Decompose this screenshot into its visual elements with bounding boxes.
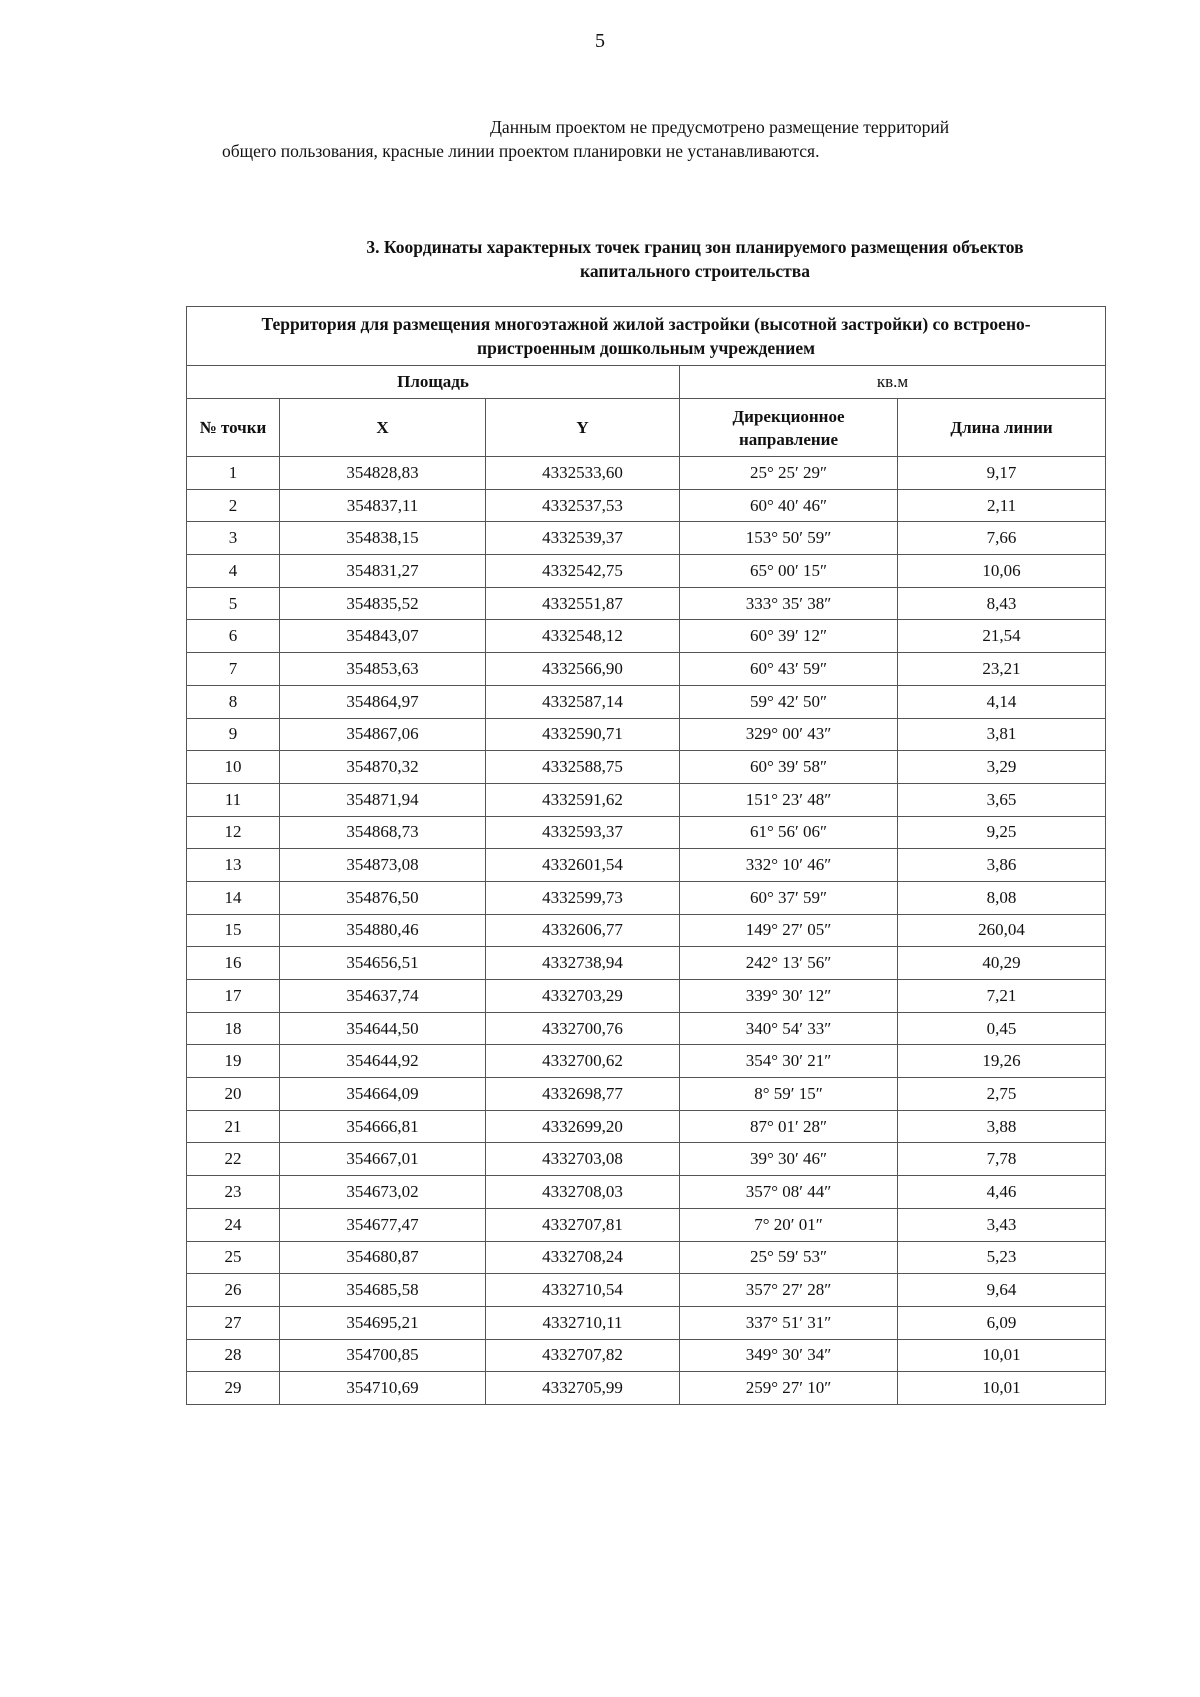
area-row [187,366,1106,399]
cell-y: 4332703,08 [486,1143,680,1176]
table-row [187,914,1106,947]
cell-point: 22 [187,1143,280,1176]
cell-x: 354853,63 [280,653,486,686]
cell-x: 354835,52 [280,587,486,620]
cell-point: 19 [187,1045,280,1078]
cell-x: 354680,87 [280,1241,486,1274]
cell-length: 7,66 [898,522,1106,555]
cell-point: 18 [187,1012,280,1045]
cell-length: 10,06 [898,555,1106,588]
cell-length: 5,23 [898,1241,1106,1274]
cell-direction: 242° 13′ 56″ [680,947,898,980]
cell-direction: 7° 20′ 01″ [680,1208,898,1241]
section-title [290,235,1100,283]
table-row [187,1306,1106,1339]
cell-x: 354666,81 [280,1110,486,1143]
cell-y: 4332537,53 [486,489,680,522]
header-y: Y [486,399,680,457]
cell-x: 354710,69 [280,1372,486,1405]
cell-length: 8,08 [898,881,1106,914]
cell-y: 4332700,76 [486,1012,680,1045]
table-row [187,1078,1106,1111]
cell-point: 27 [187,1306,280,1339]
table-row [187,457,1106,490]
table-row [187,685,1106,718]
cell-y: 4332593,37 [486,816,680,849]
cell-point: 25 [187,1241,280,1274]
cell-length: 19,26 [898,1045,1106,1078]
table-title-line-2: пристроенным дошкольным учреждением [477,338,816,358]
section-title-line-2: капитального строительства [580,261,810,281]
cell-y: 4332699,20 [486,1110,680,1143]
table-row [187,1110,1106,1143]
cell-point: 1 [187,457,280,490]
table-row [187,1012,1106,1045]
table-row [187,980,1106,1013]
cell-x: 354843,07 [280,620,486,653]
table-row [187,1143,1106,1176]
cell-length: 23,21 [898,653,1106,686]
table-row [187,947,1106,980]
table-row [187,1045,1106,1078]
table-row [187,653,1106,686]
cell-y: 4332588,75 [486,751,680,784]
cell-point: 5 [187,587,280,620]
cell-point: 8 [187,685,280,718]
table-row [187,620,1106,653]
cell-y: 4332707,81 [486,1208,680,1241]
coordinates-table-body [187,307,1106,1405]
cell-y: 4332551,87 [486,587,680,620]
cell-x: 354644,92 [280,1045,486,1078]
cell-y: 4332599,73 [486,881,680,914]
cell-point: 26 [187,1274,280,1307]
table-row [187,1208,1106,1241]
cell-direction: 333° 35′ 38″ [680,587,898,620]
cell-length: 3,65 [898,783,1106,816]
cell-length: 3,81 [898,718,1106,751]
cell-direction: 332° 10′ 46″ [680,849,898,882]
cell-y: 4332710,11 [486,1306,680,1339]
table-row [187,849,1106,882]
cell-direction: 357° 08′ 44″ [680,1176,898,1209]
header-direction [680,399,898,457]
cell-x: 354700,85 [280,1339,486,1372]
cell-y: 4332606,77 [486,914,680,947]
cell-length: 9,25 [898,816,1106,849]
cell-length: 3,88 [898,1110,1106,1143]
cell-direction: 60° 40′ 46″ [680,489,898,522]
table-row [187,816,1106,849]
cell-x: 354868,73 [280,816,486,849]
cell-point: 13 [187,849,280,882]
cell-point: 6 [187,620,280,653]
cell-direction: 60° 39′ 58″ [680,751,898,784]
header-length: Длина линии [898,399,1106,457]
cell-y: 4332533,60 [486,457,680,490]
cell-direction: 354° 30′ 21″ [680,1045,898,1078]
cell-direction: 153° 50′ 59″ [680,522,898,555]
cell-length: 40,29 [898,947,1106,980]
cell-length: 0,45 [898,1012,1106,1045]
cell-x: 354637,74 [280,980,486,1013]
cell-direction: 8° 59′ 15″ [680,1078,898,1111]
cell-y: 4332710,54 [486,1274,680,1307]
cell-y: 4332587,14 [486,685,680,718]
cell-length: 7,78 [898,1143,1106,1176]
cell-length: 4,46 [898,1176,1106,1209]
table-row [187,1176,1106,1209]
cell-direction: 25° 59′ 53″ [680,1241,898,1274]
cell-x: 354870,32 [280,751,486,784]
cell-x: 354685,58 [280,1274,486,1307]
cell-x: 354664,09 [280,1078,486,1111]
cell-y: 4332708,24 [486,1241,680,1274]
cell-direction: 87° 01′ 28″ [680,1110,898,1143]
cell-length: 3,29 [898,751,1106,784]
cell-direction: 25° 25′ 29″ [680,457,898,490]
cell-y: 4332698,77 [486,1078,680,1111]
cell-direction: 60° 43′ 59″ [680,653,898,686]
table-row [187,555,1106,588]
header-x: X [280,399,486,457]
cell-x: 354873,08 [280,849,486,882]
cell-x: 354677,47 [280,1208,486,1241]
cell-x: 354871,94 [280,783,486,816]
table-row [187,1241,1106,1274]
cell-x: 354876,50 [280,881,486,914]
cell-x: 354867,06 [280,718,486,751]
cell-x: 354644,50 [280,1012,486,1045]
cell-direction: 329° 00′ 43″ [680,718,898,751]
cell-point: 7 [187,653,280,686]
cell-direction: 60° 37′ 59″ [680,881,898,914]
cell-x: 354864,97 [280,685,486,718]
cell-x: 354656,51 [280,947,486,980]
cell-direction: 39° 30′ 46″ [680,1143,898,1176]
cell-x: 354667,01 [280,1143,486,1176]
cell-y: 4332703,29 [486,980,680,1013]
cell-direction: 60° 39′ 12″ [680,620,898,653]
cell-point: 3 [187,522,280,555]
cell-direction: 340° 54′ 33″ [680,1012,898,1045]
cell-length: 260,04 [898,914,1106,947]
cell-point: 24 [187,1208,280,1241]
header-direction-line-1: Дирекционное [732,406,845,426]
cell-length: 7,21 [898,980,1106,1013]
cell-length: 10,01 [898,1372,1106,1405]
page-number: 5 [595,30,605,52]
header-direction-line-2: направление [739,429,838,449]
cell-x: 354831,27 [280,555,486,588]
cell-length: 8,43 [898,587,1106,620]
cell-point: 9 [187,718,280,751]
cell-point: 12 [187,816,280,849]
cell-point: 17 [187,980,280,1013]
cell-point: 15 [187,914,280,947]
cell-point: 23 [187,1176,280,1209]
cell-x: 354828,83 [280,457,486,490]
cell-y: 4332738,94 [486,947,680,980]
cell-length: 21,54 [898,620,1106,653]
cell-point: 10 [187,751,280,784]
table-row [187,783,1106,816]
cell-point: 21 [187,1110,280,1143]
cell-x: 354695,21 [280,1306,486,1339]
cell-point: 16 [187,947,280,980]
cell-length: 2,11 [898,489,1106,522]
table-title [187,307,1106,366]
cell-point: 4 [187,555,280,588]
cell-direction: 151° 23′ 48″ [680,783,898,816]
cell-y: 4332539,37 [486,522,680,555]
cell-length: 6,09 [898,1306,1106,1339]
cell-point: 14 [187,881,280,914]
area-label: Площадь [187,366,680,399]
cell-y: 4332700,62 [486,1045,680,1078]
cell-y: 4332601,54 [486,849,680,882]
intro-line-1: Данным проектом не предусмотрено размещение территорий [490,117,950,137]
cell-y: 4332548,12 [486,620,680,653]
table-row [187,522,1106,555]
cell-length: 3,86 [898,849,1106,882]
cell-point: 29 [187,1372,280,1405]
cell-direction: 339° 30′ 12″ [680,980,898,1013]
cell-y: 4332708,03 [486,1176,680,1209]
table-title-line-1: Территория для размещения многоэтажной жилой застройки (высотной застройки) со встроено- [261,314,1031,334]
cell-y: 4332591,62 [486,783,680,816]
table-row [187,1274,1106,1307]
cell-x: 354880,46 [280,914,486,947]
cell-y: 4332590,71 [486,718,680,751]
header-point: № точки [187,399,280,457]
cell-length: 10,01 [898,1339,1106,1372]
cell-length: 9,17 [898,457,1106,490]
cell-direction: 61° 56′ 06″ [680,816,898,849]
cell-length: 4,14 [898,685,1106,718]
table-row [187,587,1106,620]
area-unit: кв.м [680,366,1106,399]
cell-direction: 259° 27′ 10″ [680,1372,898,1405]
intro-paragraph [222,115,1042,163]
cell-y: 4332542,75 [486,555,680,588]
cell-y: 4332705,99 [486,1372,680,1405]
table-row [187,881,1106,914]
table-row [187,1372,1106,1405]
cell-point: 20 [187,1078,280,1111]
section-title-line-1: 3. Координаты характерных точек границ зон планируемого размещения объектов [366,237,1024,257]
coordinates-table [186,306,1106,1405]
cell-y: 4332707,82 [486,1339,680,1372]
cell-point: 2 [187,489,280,522]
cell-x: 354673,02 [280,1176,486,1209]
cell-direction: 349° 30′ 34″ [680,1339,898,1372]
cell-direction: 357° 27′ 28″ [680,1274,898,1307]
header-row [187,399,1106,457]
cell-direction: 65° 00′ 15″ [680,555,898,588]
table-row [187,718,1106,751]
table-row [187,1339,1106,1372]
cell-direction: 149° 27′ 05″ [680,914,898,947]
table-row [187,751,1106,784]
cell-x: 354838,15 [280,522,486,555]
intro-line-2: общего пользования, красные линии проектом планировки не устанавливаются. [222,141,820,161]
cell-y: 4332566,90 [486,653,680,686]
cell-direction: 337° 51′ 31″ [680,1306,898,1339]
cell-length: 3,43 [898,1208,1106,1241]
table-row [187,489,1106,522]
cell-point: 28 [187,1339,280,1372]
cell-length: 2,75 [898,1078,1106,1111]
cell-direction: 59° 42′ 50″ [680,685,898,718]
table-title-row [187,307,1106,366]
cell-point: 11 [187,783,280,816]
cell-length: 9,64 [898,1274,1106,1307]
cell-x: 354837,11 [280,489,486,522]
